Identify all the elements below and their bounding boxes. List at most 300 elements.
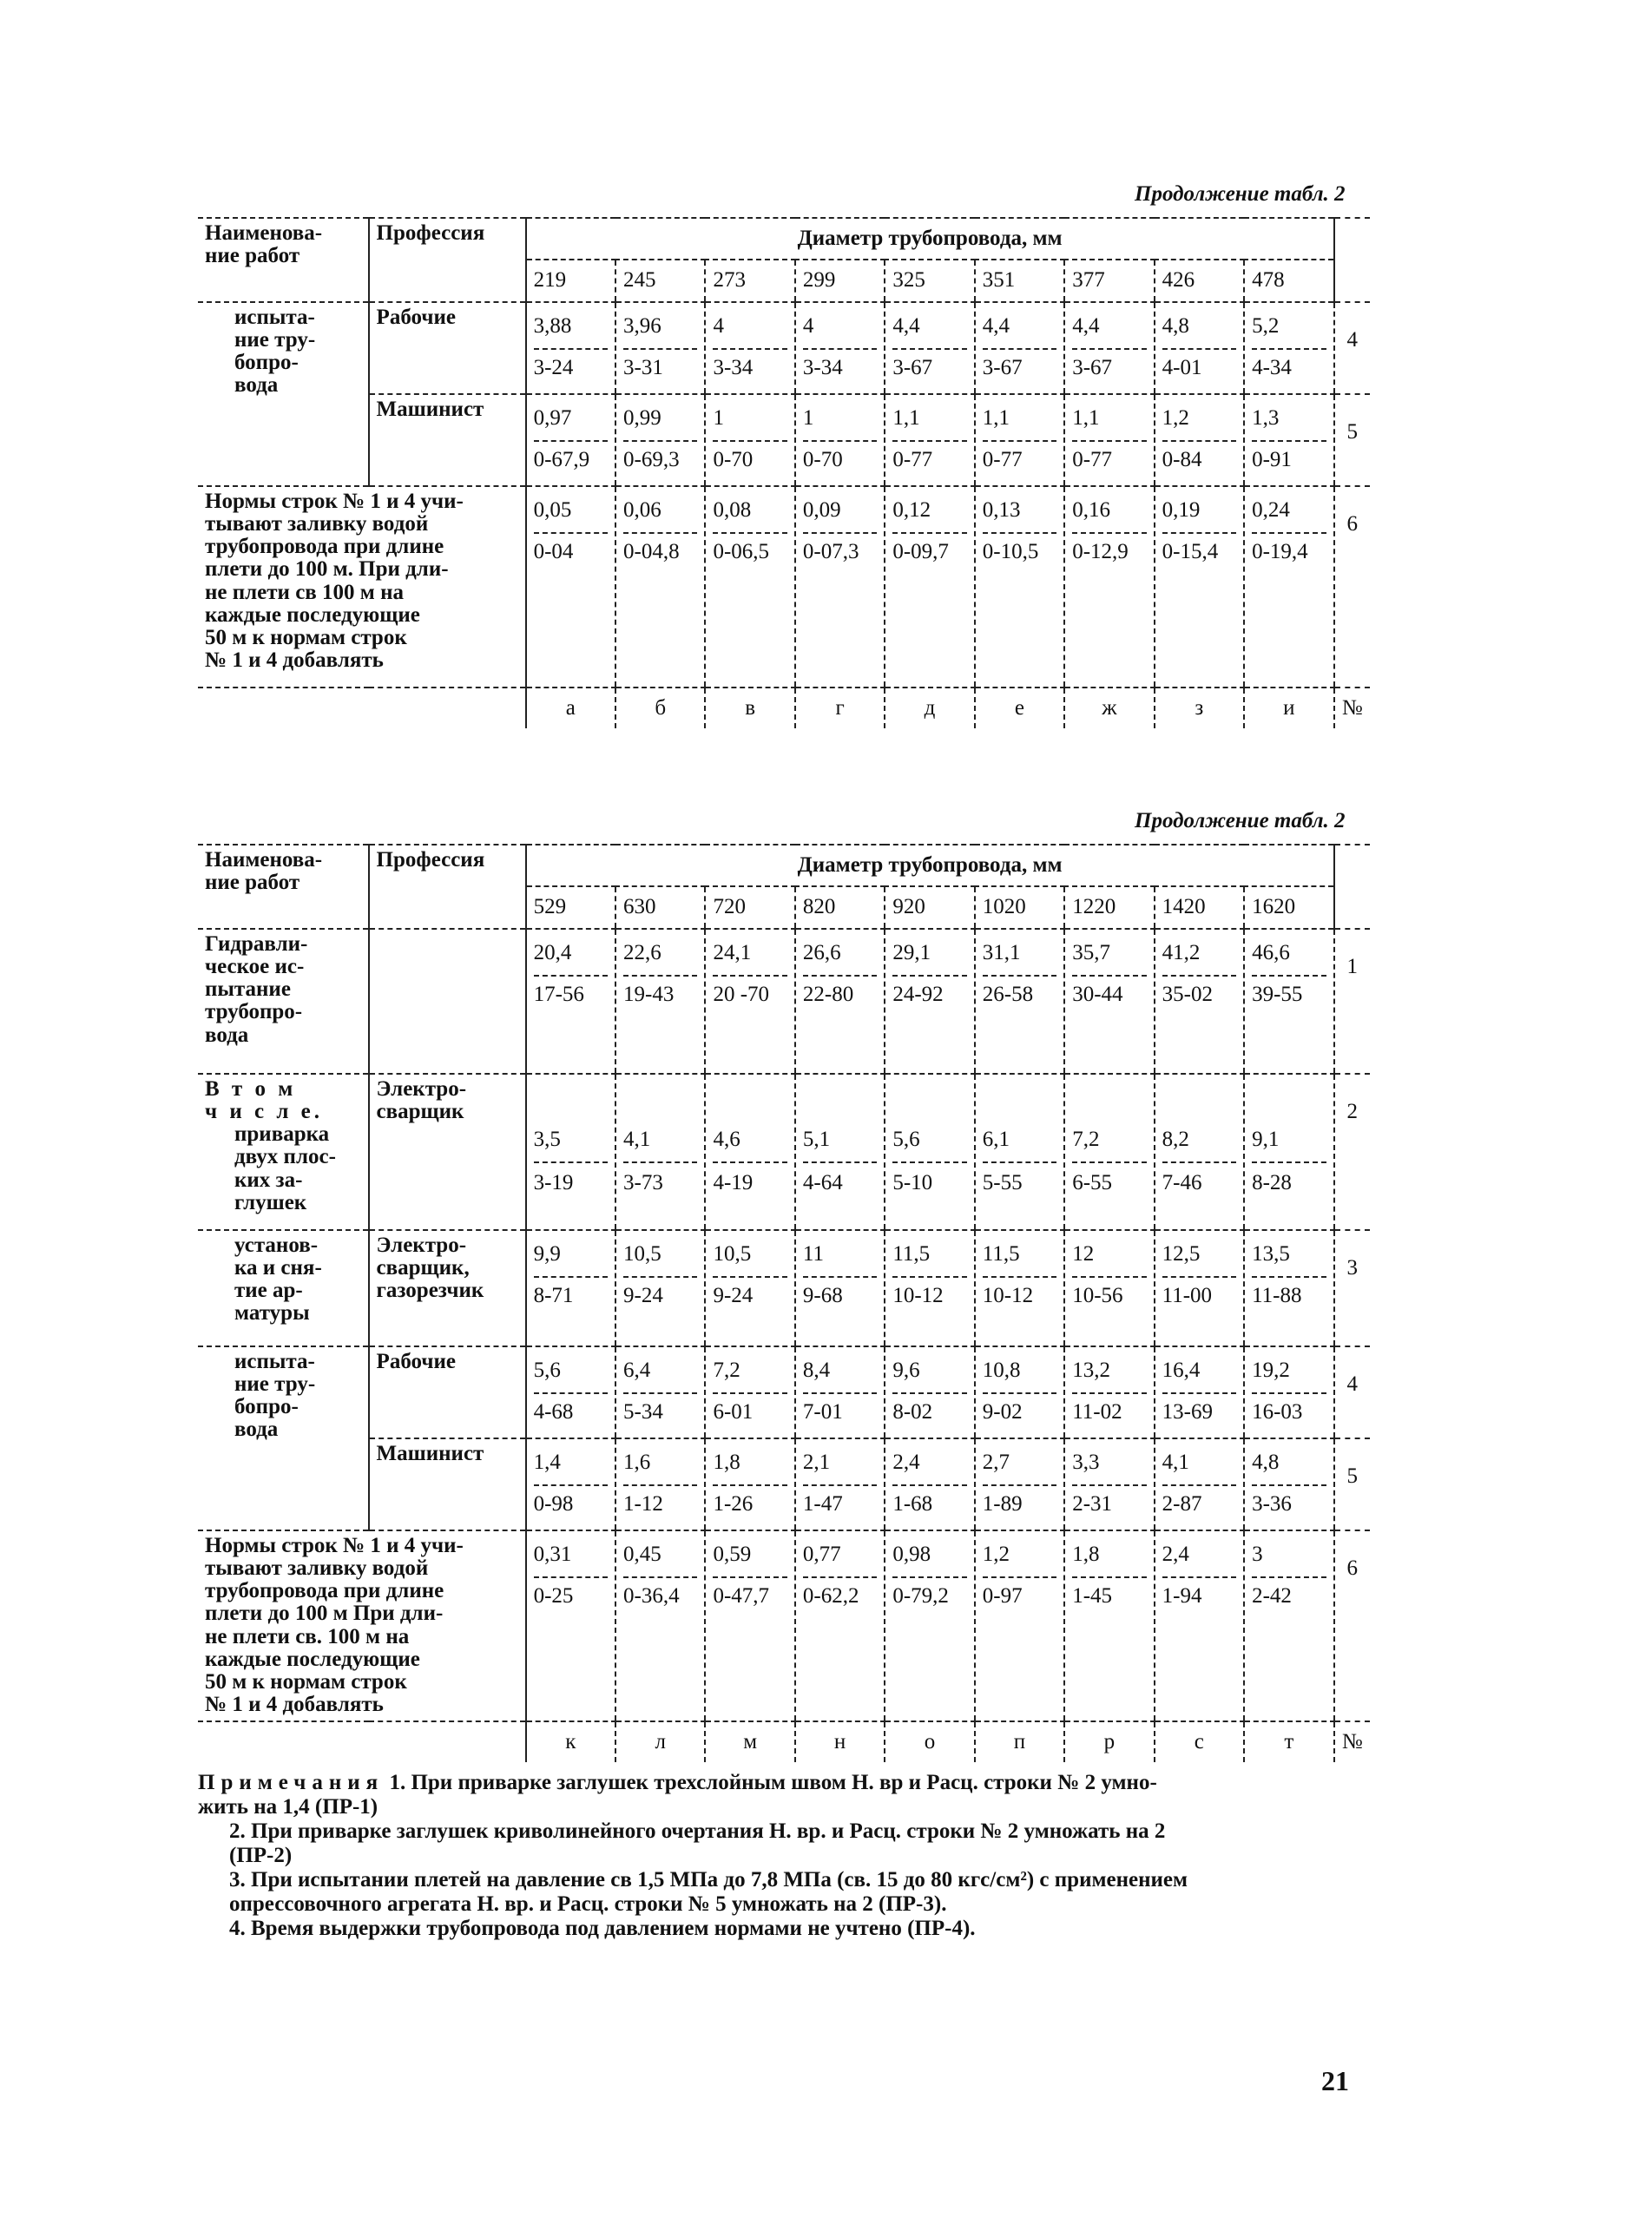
value-divider [623, 1161, 697, 1163]
norm-time: 20,4 [533, 940, 572, 964]
value-divider [983, 532, 1056, 534]
table-row [198, 486, 1370, 688]
rate: 9-24 [713, 1283, 754, 1307]
diameter-1420: 1420 [1155, 886, 1244, 928]
column-letter: р [1064, 1721, 1154, 1762]
value-cell [1155, 1074, 1244, 1230]
rate: 8-28 [1252, 1170, 1292, 1194]
value-cell [1155, 1530, 1244, 1721]
rate: 1-68 [892, 1491, 933, 1516]
value-cell [615, 394, 705, 486]
norm-time: 1 [802, 405, 814, 430]
rate: 3-36 [1252, 1491, 1292, 1516]
value-cell [526, 1074, 615, 1230]
value-divider [983, 348, 1056, 350]
value-cell [975, 929, 1064, 1074]
header-profession: Профессия [369, 845, 526, 929]
norm-time: 5,6 [892, 1127, 920, 1151]
rate: 26-58 [982, 982, 1034, 1006]
value-cell [1155, 394, 1244, 486]
value-cell [615, 486, 705, 688]
rate: 19-43 [623, 982, 675, 1006]
value-divider [892, 975, 966, 977]
value-divider [623, 1276, 697, 1278]
value-divider [892, 440, 966, 442]
norm-time: 9,9 [533, 1241, 561, 1266]
row-number: 4 [1334, 1346, 1370, 1438]
value-divider [534, 1276, 608, 1278]
norm-time: 0,09 [802, 497, 841, 522]
rate: 3-19 [533, 1170, 574, 1194]
value-divider [803, 1276, 877, 1278]
column-letter: и [1244, 688, 1333, 728]
work-name [198, 1530, 526, 1721]
value-cell [885, 302, 974, 394]
value-cell [1064, 1438, 1154, 1530]
value-divider [983, 975, 1056, 977]
value-divider [892, 532, 966, 534]
norm-time: 4,6 [713, 1127, 740, 1151]
value-cell [705, 929, 794, 1074]
column-letter: а [526, 688, 615, 728]
value-divider [803, 440, 877, 442]
letters-blank [198, 688, 526, 728]
norm-time: 24,1 [713, 940, 752, 964]
row-number: 6 [1334, 1530, 1370, 1721]
column-letter: ж [1064, 688, 1154, 728]
norm-time: 1,3 [1252, 405, 1280, 430]
norm-time: 3,5 [533, 1127, 561, 1151]
norm-time: 13,5 [1252, 1241, 1290, 1266]
rate: 1-12 [623, 1491, 663, 1516]
rate: 0-62,2 [802, 1583, 859, 1608]
value-cell [885, 1438, 974, 1530]
value-cell [526, 929, 615, 1074]
column-letter: п [975, 1721, 1064, 1762]
value-divider [1252, 1392, 1326, 1394]
norm-time: 1,6 [623, 1450, 651, 1474]
value-cell [795, 1074, 885, 1230]
continuation-label-2: Продолжение табл. 2 [1135, 809, 1346, 832]
rate: 5-34 [623, 1399, 663, 1424]
value-divider [803, 1484, 877, 1486]
column-letter: н [795, 1721, 885, 1762]
norm-time: 9,6 [892, 1358, 920, 1382]
norm-time: 13,2 [1072, 1358, 1110, 1382]
value-divider [1072, 1392, 1146, 1394]
norm-time: 0,08 [713, 497, 752, 522]
rate: 5-10 [892, 1170, 933, 1194]
norm-time: 22,6 [623, 940, 661, 964]
diameter-299: 299 [795, 260, 885, 301]
norm-time: 10,8 [982, 1358, 1021, 1382]
rate: 10-12 [982, 1283, 1034, 1307]
norm-time: 4,8 [1162, 313, 1189, 338]
rate: 7-46 [1162, 1170, 1202, 1194]
rate: 0-67,9 [533, 447, 590, 471]
page-number: 21 [1321, 2065, 1349, 2096]
value-cell [975, 1438, 1064, 1530]
value-cell [1155, 486, 1244, 688]
number-header: № [1334, 688, 1370, 728]
value-divider [892, 348, 966, 350]
rate: 3-67 [982, 355, 1023, 379]
value-divider [534, 1392, 608, 1394]
norm-time: 1,2 [1162, 405, 1189, 430]
value-cell [1064, 1530, 1154, 1721]
value-cell [615, 929, 705, 1074]
rate: 5-55 [982, 1170, 1023, 1194]
value-cell [975, 1346, 1064, 1438]
value-divider [1162, 1161, 1236, 1163]
rate: 0-25 [533, 1583, 574, 1608]
value-cell [705, 1530, 794, 1721]
value-divider [803, 348, 877, 350]
value-divider [892, 1276, 966, 1278]
rate: 10-56 [1072, 1283, 1123, 1307]
value-divider [803, 1576, 877, 1578]
value-cell [526, 1230, 615, 1346]
value-cell [795, 1230, 885, 1346]
rate: 9-68 [802, 1283, 843, 1307]
value-divider [1072, 1484, 1146, 1486]
diameter-1020: 1020 [975, 886, 1064, 928]
rate: 3-24 [533, 355, 574, 379]
value-cell [1244, 394, 1333, 486]
value-divider [713, 1484, 787, 1486]
value-divider [803, 1392, 877, 1394]
rate: 4-19 [713, 1170, 754, 1194]
norm-time: 12 [1072, 1241, 1095, 1266]
value-cell [795, 394, 885, 486]
rate: 0-09,7 [892, 539, 949, 563]
profession: Электро- сварщик, газорезчик [369, 1230, 526, 1346]
rate: 24-92 [892, 982, 944, 1006]
value-cell [615, 1530, 705, 1721]
column-letter: т [1244, 1721, 1333, 1762]
norm-time: 0,59 [713, 1542, 752, 1566]
rate: 0-07,3 [802, 539, 859, 563]
norm-time: 8,4 [802, 1358, 831, 1382]
norm-time: 1,8 [713, 1450, 740, 1474]
rate: 0-98 [533, 1491, 574, 1516]
header-num-blank [1334, 845, 1370, 929]
value-divider [892, 1484, 966, 1486]
norm-time: 10,5 [623, 1241, 661, 1266]
value-cell [975, 1530, 1064, 1721]
row-number: 1 [1334, 929, 1370, 1074]
rate: 2-42 [1252, 1583, 1292, 1608]
table-row [198, 1230, 1370, 1346]
value-divider [983, 1576, 1056, 1578]
row-number: 6 [1334, 486, 1370, 688]
rate: 0-70 [802, 447, 843, 471]
diameter-1220: 1220 [1064, 886, 1154, 928]
norm-time: 9,1 [1252, 1127, 1280, 1151]
value-cell [1155, 302, 1244, 394]
row-number: 5 [1334, 394, 1370, 486]
norm-time: 10,5 [713, 1241, 752, 1266]
norm-time: 2,1 [802, 1450, 831, 1474]
rate: 9-24 [623, 1283, 663, 1307]
note-4: 4. Время выдержки трубопровода под давлением нормами не учтено (ПР-4). [229, 1917, 976, 1940]
norm-time: 29,1 [892, 940, 931, 964]
norm-time: 0,24 [1252, 497, 1290, 522]
value-divider [1162, 532, 1236, 534]
value-cell [975, 302, 1064, 394]
value-divider [1252, 532, 1326, 534]
notes-label: Примечания [198, 1771, 385, 1794]
rate: 0-77 [1072, 447, 1113, 471]
norm-time: 1,1 [1072, 405, 1100, 430]
rate: 6-01 [713, 1399, 754, 1424]
value-divider [1162, 1392, 1236, 1394]
norm-time: 7,2 [713, 1358, 740, 1382]
value-cell [1244, 302, 1333, 394]
value-divider [1252, 1161, 1326, 1163]
norm-time: 1 [713, 405, 724, 430]
value-cell [885, 1530, 974, 1721]
work-name [198, 1230, 369, 1346]
rate: 8-71 [533, 1283, 574, 1307]
header-work: Наименова- ние работ [198, 218, 369, 302]
table-row [198, 929, 1370, 1074]
norm-time: 0,97 [533, 405, 572, 430]
norm-time: 3,96 [623, 313, 661, 338]
norm-time: 4,4 [1072, 313, 1100, 338]
notes [198, 1771, 1370, 1941]
value-cell [1064, 394, 1154, 486]
note-2: 2. При приварке заглушек криволинейного очертания Н. вр. и Расц. строки № 2 умножать на 2 (ПР-2) [229, 1819, 1166, 1867]
value-cell [1064, 302, 1154, 394]
rate: 13-69 [1162, 1399, 1213, 1424]
value-cell [526, 1346, 615, 1438]
value-cell [615, 1230, 705, 1346]
value-divider [623, 348, 697, 350]
rate: 0-04,8 [623, 539, 680, 563]
rate: 3-67 [892, 355, 933, 379]
norm-time: 0,12 [892, 497, 931, 522]
column-letter: л [615, 1721, 705, 1762]
value-divider [713, 1576, 787, 1578]
rate: 3-31 [623, 355, 663, 379]
value-cell [1155, 1230, 1244, 1346]
value-divider [1252, 1276, 1326, 1278]
rate: 0-84 [1162, 447, 1202, 471]
diameter-478: 478 [1244, 260, 1333, 301]
work-text: Нормы строк № 1 и 4 учи- тывают заливку водой трубопровода при длине плети до 100 м При дли- не плети св. 100 м на каждые последующие 50 м к нормам строк № 1 и 4 добавлять [205, 1533, 464, 1717]
rate: 0-06,5 [713, 539, 770, 563]
value-divider [983, 440, 1056, 442]
profession [369, 929, 526, 1074]
table-2 [198, 844, 1370, 1762]
rate: 0-77 [892, 447, 933, 471]
rate: 9-02 [982, 1399, 1023, 1424]
norm-time: 12,5 [1162, 1241, 1201, 1266]
value-cell [1155, 1438, 1244, 1530]
diameter-920: 920 [885, 886, 974, 928]
diameter-1620: 1620 [1244, 886, 1333, 928]
norm-time: 0,13 [982, 497, 1021, 522]
table-row [198, 394, 1370, 486]
value-divider [1072, 1276, 1146, 1278]
value-cell [1244, 1230, 1333, 1346]
norm-time: 11,5 [892, 1241, 931, 1266]
norm-time: 31,1 [982, 940, 1021, 964]
rate: 0-12,9 [1072, 539, 1129, 563]
value-cell [1064, 486, 1154, 688]
value-divider [713, 348, 787, 350]
rate: 39-55 [1252, 982, 1303, 1006]
norm-time: 16,4 [1162, 1358, 1201, 1382]
header-profession: Профессия [369, 218, 526, 302]
value-cell [1244, 1074, 1333, 1230]
value-divider [1162, 440, 1236, 442]
norm-time: 19,2 [1252, 1358, 1290, 1382]
profession: Электро- сварщик [369, 1074, 526, 1230]
profession: Машинист [369, 394, 526, 486]
rate: 1-47 [802, 1491, 843, 1516]
value-cell [1244, 486, 1333, 688]
value-divider [1162, 348, 1236, 350]
rate: 30-44 [1072, 982, 1123, 1006]
value-cell [975, 1230, 1064, 1346]
rate: 0-70 [713, 447, 754, 471]
rate: 0-36,4 [623, 1583, 680, 1608]
row-number: 2 [1334, 1074, 1370, 1230]
letters-row [198, 1721, 1370, 1762]
column-letter: д [885, 688, 974, 728]
value-cell [1064, 929, 1154, 1074]
norm-time: 2,7 [982, 1450, 1010, 1474]
table-row [198, 1074, 1370, 1230]
rate: 1-45 [1072, 1583, 1113, 1608]
rate: 0-77 [982, 447, 1023, 471]
value-cell [1064, 1074, 1154, 1230]
value-divider [1072, 532, 1146, 534]
rate: 11-00 [1162, 1283, 1213, 1307]
value-cell [705, 1230, 794, 1346]
rate: 2-87 [1162, 1491, 1202, 1516]
value-divider [623, 532, 697, 534]
norm-time: 4,1 [623, 1127, 651, 1151]
norm-time: 0,77 [802, 1542, 841, 1566]
diameter-219: 219 [526, 260, 615, 301]
norm-time: 6,1 [982, 1127, 1010, 1151]
value-divider [803, 532, 877, 534]
value-divider [534, 348, 608, 350]
value-divider [803, 975, 877, 977]
letters-blank [198, 1721, 526, 1762]
rate: 35-02 [1162, 982, 1213, 1006]
norm-time: 1,1 [982, 405, 1010, 430]
value-cell [526, 486, 615, 688]
norm-time: 1,4 [533, 1450, 561, 1474]
value-cell [795, 1346, 885, 1438]
work-name [198, 1346, 369, 1530]
value-divider [1072, 1576, 1146, 1578]
value-divider [534, 1576, 608, 1578]
value-cell [526, 1438, 615, 1530]
value-cell [975, 486, 1064, 688]
value-divider [534, 532, 608, 534]
value-divider [713, 1392, 787, 1394]
table-1 [198, 217, 1370, 728]
work-name [198, 486, 526, 688]
norm-time: 3,3 [1072, 1450, 1100, 1474]
work-text: установ- ка и сня- тие ар- матуры [234, 1233, 322, 1326]
value-cell [705, 1346, 794, 1438]
rate: 11-02 [1072, 1399, 1122, 1424]
norm-time: 1,2 [982, 1542, 1010, 1566]
norm-time: 3 [1252, 1542, 1263, 1566]
value-divider [534, 1161, 608, 1163]
rate: 3-73 [623, 1170, 663, 1194]
value-cell [795, 486, 885, 688]
value-divider [713, 532, 787, 534]
value-cell [1244, 1438, 1333, 1530]
column-letter: б [615, 688, 705, 728]
value-cell [885, 486, 974, 688]
value-divider [534, 440, 608, 442]
value-divider [983, 1276, 1056, 1278]
rate: 4-64 [802, 1170, 843, 1194]
value-cell [885, 1230, 974, 1346]
row-number: 5 [1334, 1438, 1370, 1530]
work-text: испыта- ние тру- бопро- вода [234, 305, 316, 398]
work-prefix: В т о м ч и с л е. [205, 1076, 323, 1123]
norm-time: 7,2 [1072, 1127, 1100, 1151]
value-cell [615, 1438, 705, 1530]
rate: 6-55 [1072, 1170, 1113, 1194]
column-letter: г [795, 688, 885, 728]
table-row [198, 302, 1370, 394]
norm-time: 4,1 [1162, 1450, 1189, 1474]
norm-time: 41,2 [1162, 940, 1201, 964]
norm-time: 4,8 [1252, 1450, 1280, 1474]
norm-time: 0,19 [1162, 497, 1201, 522]
value-divider [713, 1161, 787, 1163]
norm-time: 0,99 [623, 405, 661, 430]
value-cell [705, 1438, 794, 1530]
value-divider [1252, 1484, 1326, 1486]
profession: Рабочие [369, 1346, 526, 1438]
value-divider [623, 1484, 697, 1486]
work-text: приварка двух плос- ких за- глушек [234, 1122, 336, 1214]
norm-time: 4,4 [892, 313, 920, 338]
norm-time: 5,2 [1252, 313, 1280, 338]
norm-time: 0,98 [892, 1542, 931, 1566]
rate: 0-79,2 [892, 1583, 949, 1608]
rate: 0-97 [982, 1583, 1023, 1608]
profession: Рабочие [369, 302, 526, 394]
value-cell [795, 302, 885, 394]
value-divider [623, 1576, 697, 1578]
value-cell [615, 1074, 705, 1230]
value-cell [1064, 1230, 1154, 1346]
norm-time: 5,1 [802, 1127, 831, 1151]
value-cell [795, 1438, 885, 1530]
value-cell [615, 302, 705, 394]
diameter-720: 720 [705, 886, 794, 928]
number-header: № [1334, 1721, 1370, 1762]
value-divider [1252, 975, 1326, 977]
rate: 1-26 [713, 1491, 754, 1516]
norm-time: 2,4 [1162, 1542, 1189, 1566]
value-cell [1244, 1530, 1333, 1721]
value-divider [713, 440, 787, 442]
rate: 16-03 [1252, 1399, 1303, 1424]
